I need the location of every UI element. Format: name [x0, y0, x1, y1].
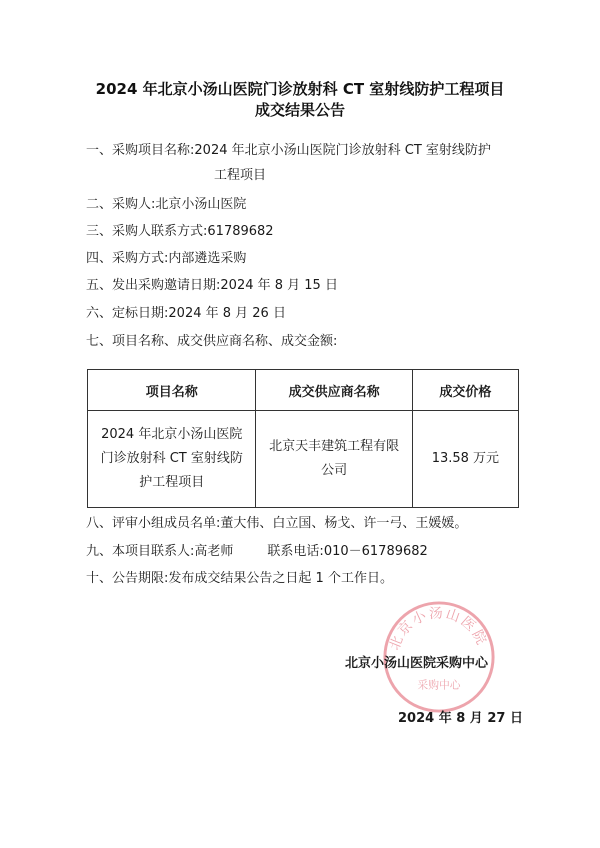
title-line-1: 2024 年北京小汤山医院门诊放射科 CT 室射线防护工程项目: [95, 80, 505, 98]
item-value: 2024 年 8 月 15 日: [220, 278, 338, 293]
contact-phone-label: 联系电话:: [267, 544, 324, 559]
header-project-name: 项目名称: [88, 370, 256, 411]
signature-organization: 北京小汤山医院采购中心: [345, 656, 489, 671]
item-number: 十、: [86, 571, 113, 586]
cell-line: 公司: [321, 463, 348, 478]
item-value: 董大伟、白立国、杨戈、许一弓、王媛媛。: [220, 516, 468, 531]
table-header-row: [88, 370, 519, 411]
svg-text:采购中心: 采购中心: [417, 678, 461, 692]
item-label: 评审小组成员名单:: [112, 516, 221, 531]
item-notice-period: [86, 570, 393, 588]
item-award-date: [86, 305, 286, 323]
cell-line: 2024 年北京小汤山医院: [101, 427, 243, 442]
item-label: 公告期限:: [112, 571, 169, 586]
item-value: 61789682: [207, 224, 274, 239]
item-label: 定标日期:: [112, 306, 169, 321]
item-purchaser-contact: [86, 223, 274, 241]
award-table: [87, 369, 519, 508]
item-label: 采购人:: [112, 197, 156, 212]
header-supplier-name: 成交供应商名称: [256, 370, 412, 411]
item-label: 发出采购邀请日期:: [112, 278, 221, 293]
cell-line: 护工程项目: [139, 475, 205, 490]
item-procurement-method: [86, 250, 246, 268]
item-label: 本项目联系人:: [112, 544, 195, 559]
item-award-details: [86, 333, 337, 351]
signature-date: 2024 年 8 月 27 日: [398, 711, 523, 726]
item-number: 三、: [86, 224, 113, 239]
item-label: 项目名称、成交供应商名称、成交金额:: [112, 334, 338, 349]
item-invitation-date: [86, 277, 338, 295]
cell-price: 13.58 万元: [412, 411, 518, 508]
header-price: 成交价格: [412, 370, 518, 411]
cell-project-name: [88, 411, 256, 508]
item-label: 采购项目名称:: [112, 143, 195, 158]
item-number: 四、: [86, 251, 113, 266]
item-label: 采购人联系方式:: [112, 224, 208, 239]
item-value: 内部遴选采购: [168, 251, 247, 266]
cell-line: 门诊放射科 CT 室射线防: [100, 451, 243, 466]
svg-text:北京小汤山医院: 北京小汤山医院: [386, 605, 491, 653]
item-number: 六、: [86, 306, 113, 321]
item-project-name-continuation: 工程项目: [214, 168, 267, 183]
title-line-2: 成交结果公告: [254, 101, 345, 119]
item-review-panel: [86, 515, 467, 533]
item-value: 2024 年 8 月 26 日: [168, 306, 286, 321]
item-number: 五、: [86, 278, 113, 293]
item-label: 采购方式:: [112, 251, 169, 266]
item-contact-person: [86, 543, 428, 561]
item-value: 2024 年北京小汤山医院门诊放射科 CT 室射线防护: [194, 143, 491, 158]
item-value: 北京小汤山医院: [155, 197, 247, 212]
item-value: 发布成交结果公告之日起 1 个工作日。: [168, 571, 393, 586]
item-purchaser: [86, 196, 246, 214]
item-project-name: [86, 142, 491, 160]
item-number: 八、: [86, 516, 113, 531]
item-number: 九、: [86, 544, 113, 559]
item-number: 二、: [86, 197, 113, 212]
contact-phone-value: 010－61789682: [323, 544, 428, 559]
table-row: [88, 411, 519, 508]
item-value: 高老师: [194, 544, 234, 559]
cell-line: 北京天丰建筑工程有限: [269, 439, 400, 454]
item-number: 七、: [86, 334, 113, 349]
cell-supplier-name: [256, 411, 412, 508]
item-number: 一、: [86, 143, 113, 158]
